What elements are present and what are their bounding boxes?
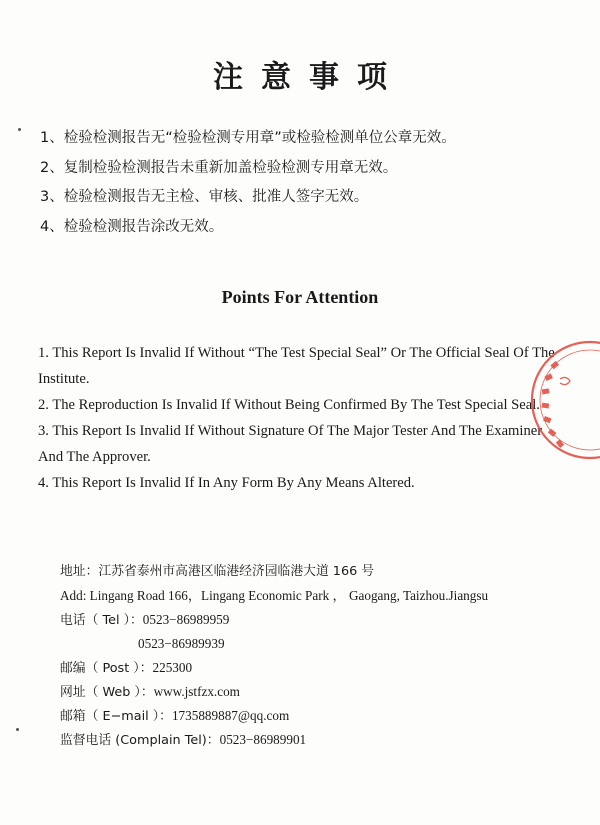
address-en: Add: Lingang Road 166，Lingang Economic Park ， Gaogang, Taizhou.Jiangsu bbox=[60, 588, 489, 603]
post-value: 225300 bbox=[152, 660, 193, 675]
page-title-en: Points For Attention bbox=[221, 287, 379, 307]
complain-row bbox=[60, 730, 580, 754]
contact-block bbox=[60, 562, 580, 754]
scan-speck bbox=[18, 128, 21, 131]
post-row bbox=[60, 658, 580, 682]
web-label: 网址（ Web ）： bbox=[60, 685, 154, 700]
red-seal-stamp bbox=[515, 335, 600, 465]
notes-en-list bbox=[38, 340, 566, 496]
notes-cn-list bbox=[40, 128, 580, 246]
note-cn-item: 1、检验检测报告无“检验检测专用章”或检验检测单位公章无效。 bbox=[40, 130, 456, 146]
email-row bbox=[60, 706, 580, 730]
scan-speck bbox=[16, 728, 19, 731]
note-cn-item: 3、检验检测报告无主检、审核、批准人签字无效。 bbox=[40, 189, 369, 205]
tel-value-2: 0523−86989939 bbox=[138, 636, 225, 651]
tel-row-2 bbox=[60, 634, 580, 658]
note-en-item: 3. This Report Is Invalid If Without Signature Of The Major Tester And The Examiner And The Approver. bbox=[38, 423, 543, 465]
complain-label: 监督电话 (Complain Tel)： bbox=[60, 733, 220, 748]
email-value: 1735889887@qq.com bbox=[171, 708, 290, 723]
post-label: 邮编（ Post ）： bbox=[60, 661, 153, 676]
address-cn: 地址：江苏省泰州市高港区临港经济园临港大道 166 号 bbox=[60, 564, 375, 579]
note-en-item: 2. The Reproduction Is Invalid If Without Being Confirmed By The Test Special Seal. bbox=[38, 397, 540, 413]
web-row bbox=[60, 682, 580, 706]
note-cn-item: 4、检验检测报告涂改无效。 bbox=[40, 218, 224, 235]
email-label: 邮箱（ E−mail ）： bbox=[60, 709, 172, 724]
tel-row bbox=[60, 610, 580, 634]
note-cn-item: 2、复制检验检测报告未重新加盖检验检测专用章无效。 bbox=[40, 159, 398, 176]
note-en-item: 1. This Report Is Invalid If Without “The Test Special Seal” Or The Official Seal Of The Institute. bbox=[38, 345, 555, 387]
tel-label: 电话（ Tel ）： bbox=[60, 613, 143, 628]
page-title-cn: 注意事项 bbox=[213, 60, 405, 95]
complain-value: 0523−86989901 bbox=[219, 732, 307, 747]
web-value: www.jstfzx.com bbox=[153, 684, 240, 699]
tel-value-1: 0523−86989959 bbox=[142, 612, 230, 627]
note-en-item: 4. This Report Is Invalid If In Any Form By Any Means Altered. bbox=[38, 475, 415, 491]
